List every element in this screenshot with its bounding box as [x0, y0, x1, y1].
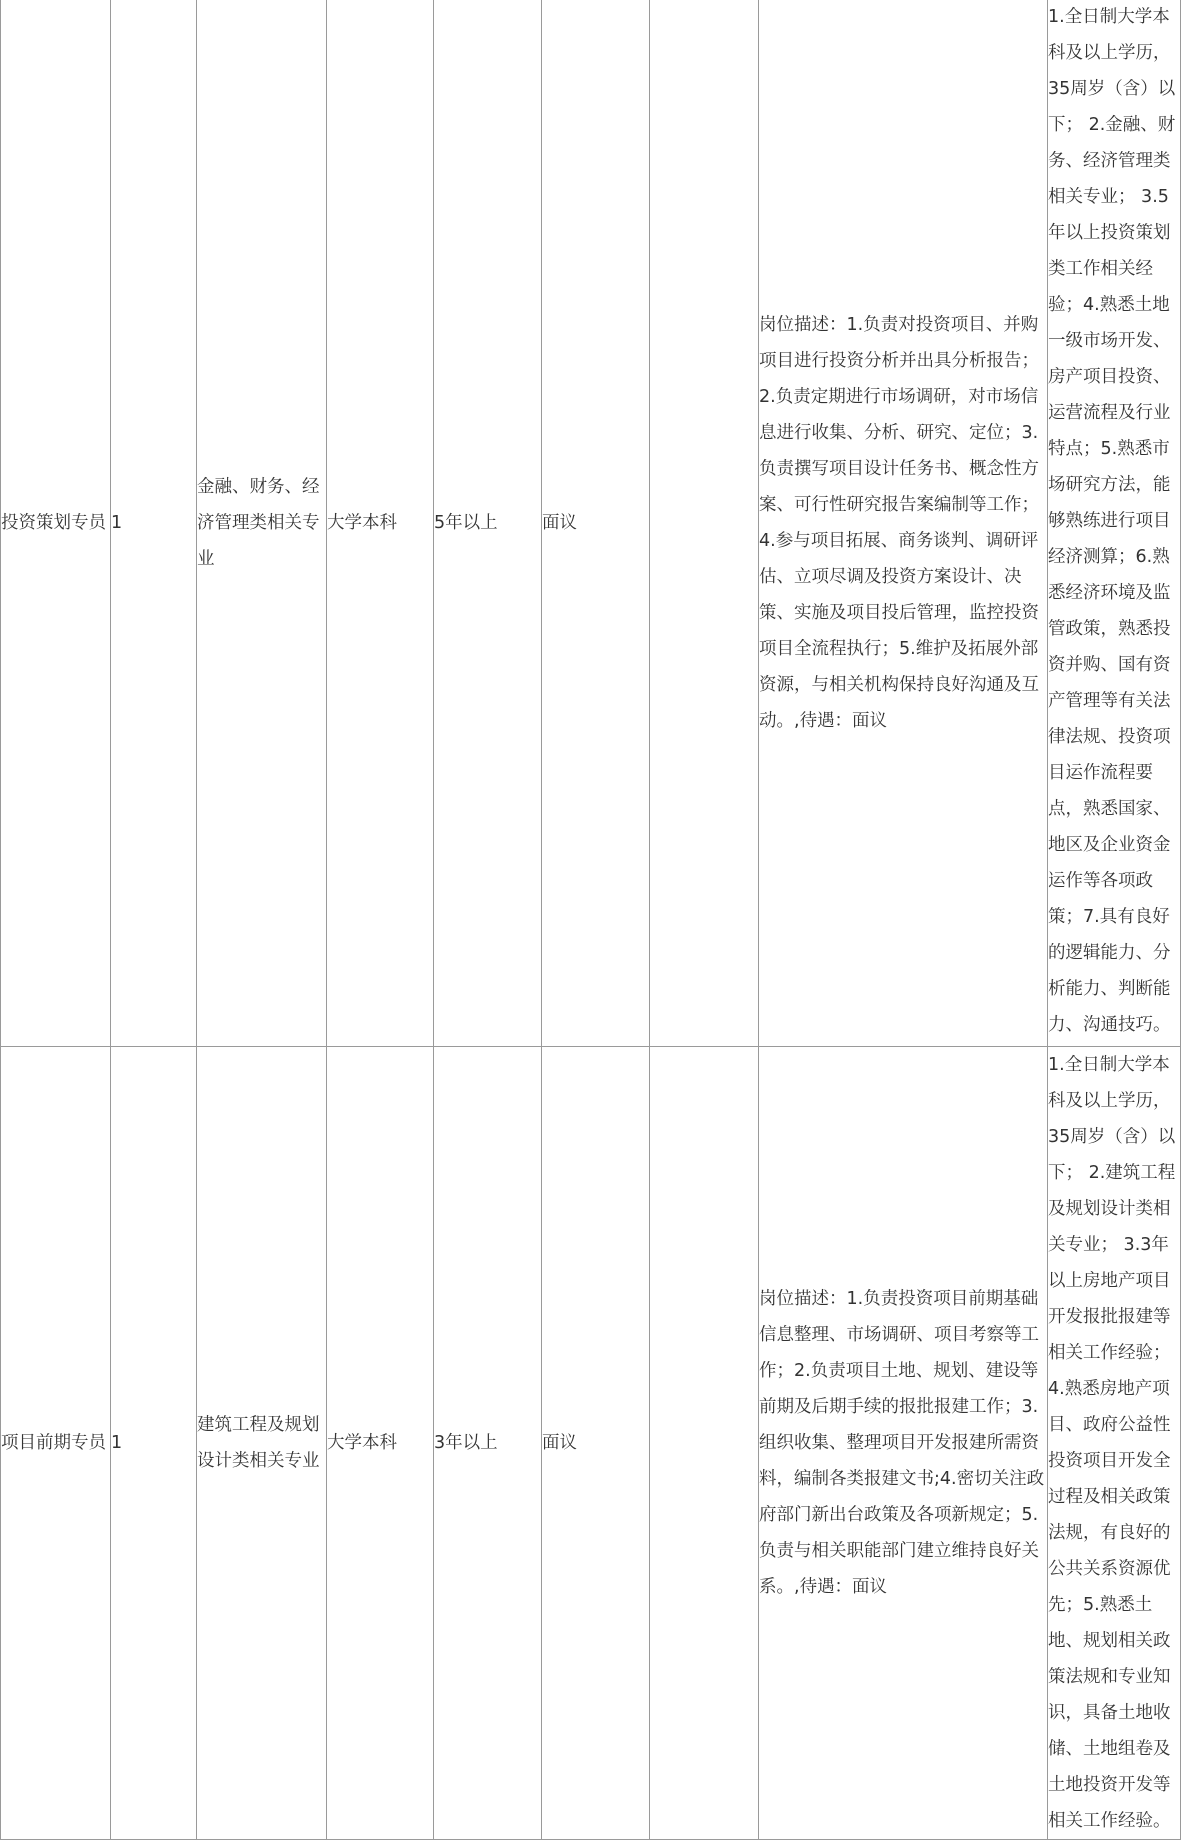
table-row — [1, 0, 1181, 1047]
experience-cell: 3年以上 — [434, 1047, 542, 1840]
table-row — [1, 1047, 1181, 1840]
requirements-cell: 1.全日制大学本科及以上学历，35周岁（含）以下； 2.建筑工程及规划设计类相关专业； 3.3年以上房地产项目开发报批报建等相关工作经验；4.熟悉房地产项目、政府公益性投资项目开发全过程及相关政策法规，有良好的公共关系资源优先；5.熟悉土地、规划相关政策法规和专业知识，具备土地收储、土地组卷及土地投资开发等相关工作经验。 — [1048, 1047, 1181, 1840]
description-cell: 岗位描述：1.负责对投资项目、并购项目进行投资分析并出具分析报告；2.负责定期进行市场调研，对市场信息进行收集、分析、研究、定位；3.负责撰写项目设计任务书、概念性方案、可行性研究报告案编制等工作；4.参与项目拓展、商务谈判、调研评估、立项尽调及投资方案设计、决策、实施及项目投后管理，监控投资项目全流程执行；5.维护及拓展外部资源，与相关机构保持良好沟通及互动。,待遇：面议 — [759, 0, 1048, 1047]
major-cell: 金融、财务、经济管理类相关专业 — [197, 0, 327, 1047]
position-cell: 项目前期专员 — [1, 1047, 111, 1840]
salary-cell: 面议 — [542, 1047, 650, 1840]
education-cell: 大学本科 — [327, 0, 434, 1047]
count-cell: 1 — [111, 0, 197, 1047]
position-cell: 投资策划专员 — [1, 0, 111, 1047]
experience-cell: 5年以上 — [434, 0, 542, 1047]
major-cell: 建筑工程及规划设计类相关专业 — [197, 1047, 327, 1840]
salary-cell: 面议 — [542, 0, 650, 1047]
extra-cell — [650, 0, 759, 1047]
description-cell: 岗位描述：1.负责投资项目前期基础信息整理、市场调研、项目考察等工作；2.负责项目土地、规划、建设等前期及后期手续的报批报建工作；3.组织收集、整理项目开发报建所需资料，编制各类报建文书;4.密切关注政府部门新出台政策及各项新规定；5.负责与相关职能部门建立维持良好关系。,待遇：面议 — [759, 1047, 1048, 1840]
requirements-cell: 1.全日制大学本科及以上学历，35周岁（含）以下； 2.金融、财务、经济管理类相关专业； 3.5年以上投资策划类工作相关经验；4.熟悉土地一级市场开发、房产项目投资、运营流程及行业特点；5.熟悉市场研究方法，能够熟练进行项目经济测算；6.熟悉经济环境及监管政策，熟悉投资并购、国有资产管理等有关法律法规、投资项目运作流程要点，熟悉国家、地区及企业资金运作等各项政策；7.具有良好的逻辑能力、分析能力、判断能力、沟通技巧。 — [1048, 0, 1181, 1047]
extra-cell — [650, 1047, 759, 1840]
education-cell: 大学本科 — [327, 1047, 434, 1840]
count-cell: 1 — [111, 1047, 197, 1840]
